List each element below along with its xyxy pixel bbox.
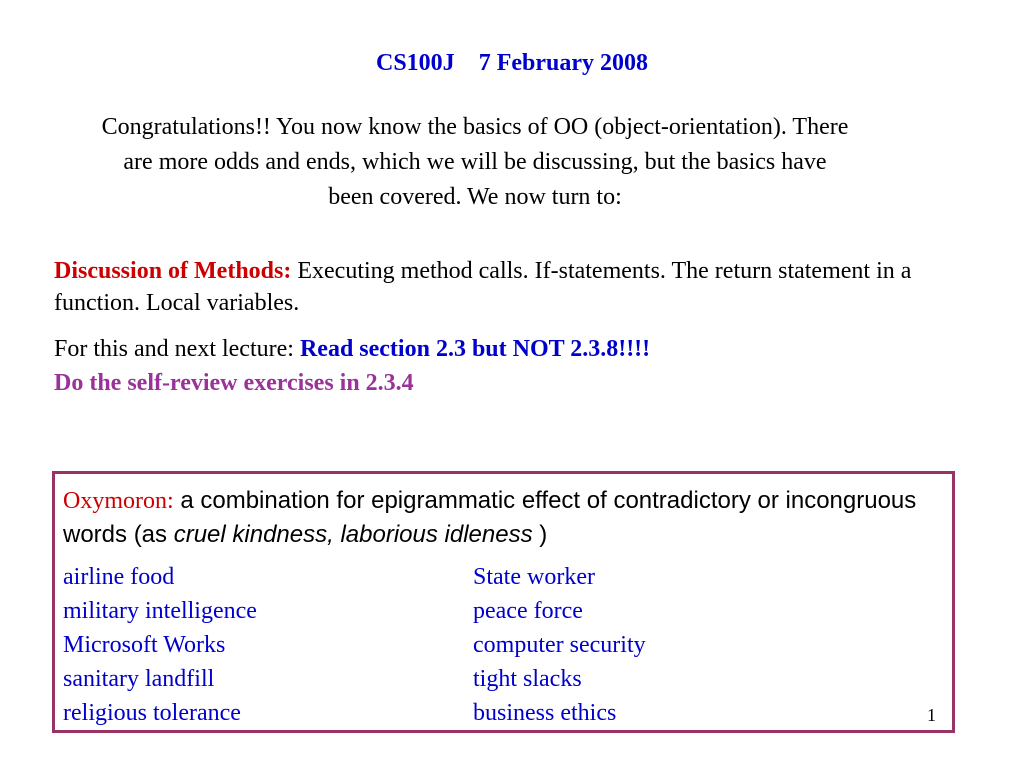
oxymoron-closing: ) <box>532 521 548 548</box>
reading-section: Read section 2.3 but NOT 2.3.8!!!! <box>299 336 651 362</box>
intro-paragraph: Congratulations!! You now know the basics of OO (object-orientation). There are more odds and ends, which we will be discussing, but the basics have been covered. We now turn to: <box>101 114 849 210</box>
list-item: business ethics <box>473 700 617 726</box>
list-item: Microsoft Works <box>63 632 226 658</box>
list-item: computer security <box>473 632 646 658</box>
list-item: military intelligence <box>63 598 257 624</box>
reading-prefix: For this and next lecture: <box>54 336 300 362</box>
oxymoron-examples: cruel kindness, laborious idleness <box>173 521 533 548</box>
list-item: sanitary landfill <box>63 666 215 692</box>
reading-assignment <box>54 332 954 400</box>
course-code: CS100J <box>376 50 455 76</box>
lecture-date: 7 February 2008 <box>478 50 648 76</box>
oxymoron-box <box>52 471 955 733</box>
page-number: 1 <box>927 705 936 725</box>
methods-text: Executing method calls. If-statements. The return statement in a function. Local variables. <box>54 258 912 316</box>
list-item: airline food <box>63 564 175 590</box>
oxymoron-list-left <box>63 560 257 730</box>
oxymoron-definition-text: a combination for epigrammatic effect of contradictory or incongruous words (as <box>63 487 917 548</box>
reading-line <box>54 332 954 366</box>
list-item: State worker <box>473 564 595 590</box>
oxymoron-label: Oxymoron: <box>63 488 174 514</box>
list-item: religious tolerance <box>63 700 241 726</box>
self-review-exercises: Do the self-review exercises in 2.3.4 <box>54 370 414 396</box>
oxymoron-list-right <box>473 560 646 730</box>
methods-label: Discussion of Methods: <box>54 258 292 284</box>
methods-paragraph <box>54 255 934 319</box>
slide-title <box>0 50 1024 77</box>
oxymoron-definition <box>63 484 943 552</box>
list-item: peace force <box>473 598 583 624</box>
list-item: tight slacks <box>473 666 582 692</box>
